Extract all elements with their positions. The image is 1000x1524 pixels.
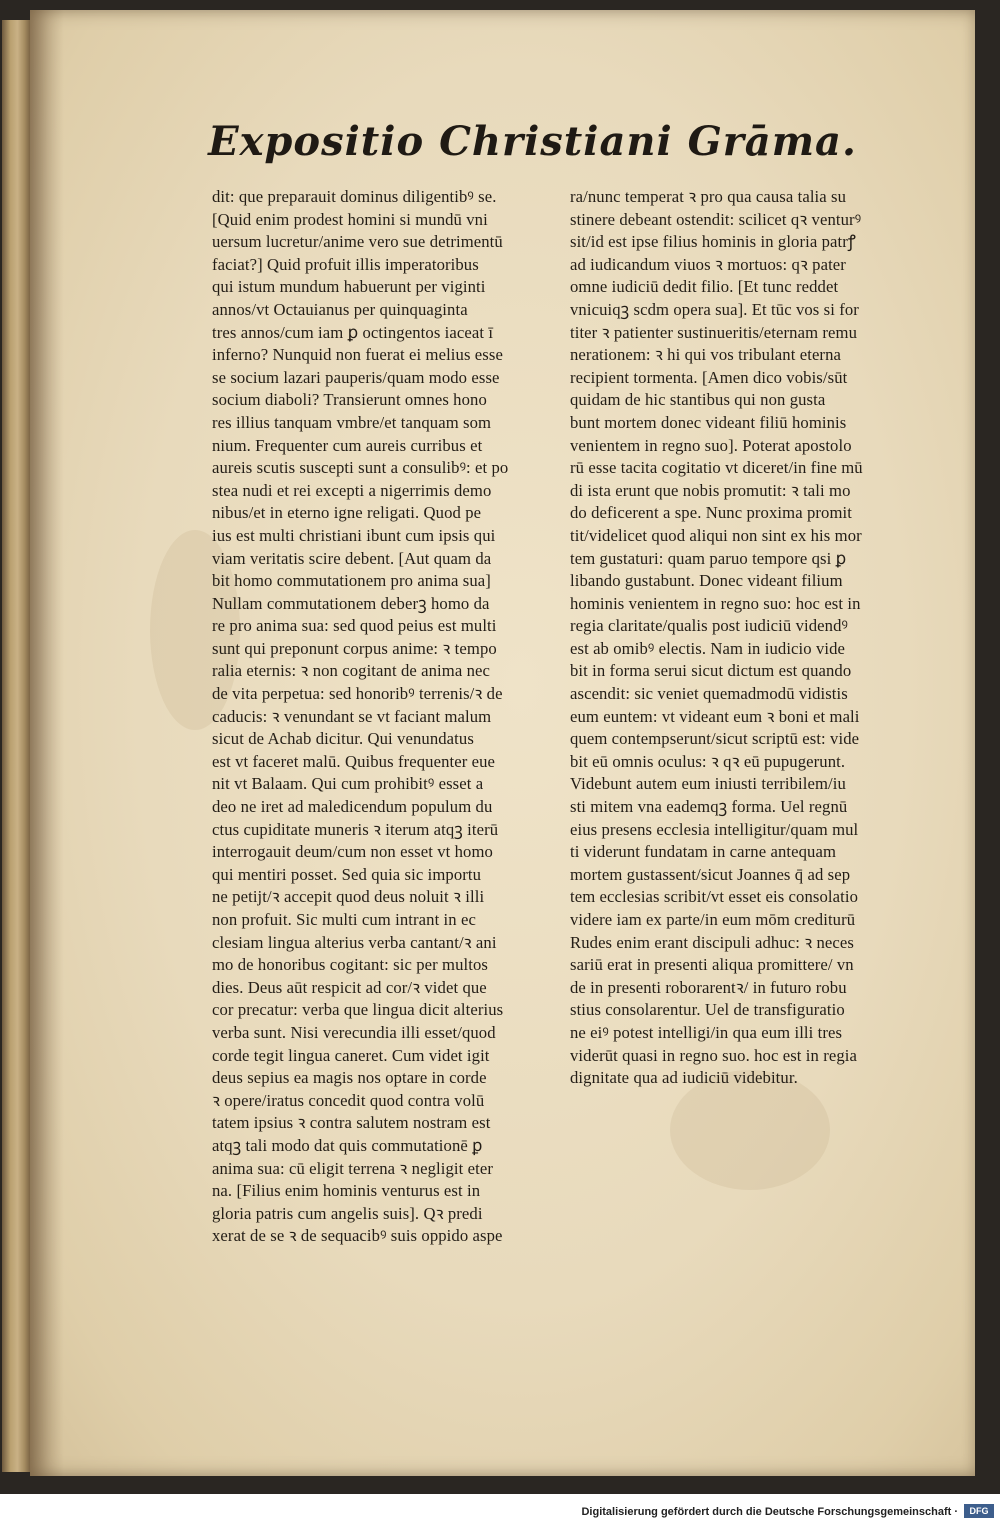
text-line: sariū erat in presenti aliqua promittere/ vn	[570, 955, 854, 975]
text-line: socium diaboli? Transierunt omnes hono	[212, 390, 487, 410]
text-line: viam veritatis scire debent. [Aut quam da	[212, 548, 492, 568]
text-line: de in presenti roborarentꝛ/ in futuro robu	[570, 977, 847, 997]
text-line: ra/nunc temperat ꝛ pro qua causa talia su	[570, 187, 847, 206]
text-line: deo ne iret ad maledicendum populum du	[212, 797, 493, 817]
text-line: caducis: ꝛ venundant se vt faciant malum	[212, 706, 492, 726]
text-line: bit homo commutationem pro anima sua]	[212, 571, 491, 591]
text-line: videre iam ex parte/in eum mōm crediturū	[570, 910, 856, 929]
text-line: sicut de Achab dicitur. Qui venundatus	[212, 729, 474, 749]
text-line: viderūt quasi in regno suo. hoc est in regia	[570, 1045, 858, 1065]
text-line: [Quid enim prodest homini si mundū vni	[212, 209, 488, 229]
text-line: ne petijt/ꝛ accepit quod deus noluit ꝛ illi	[212, 887, 485, 907]
text-line: Nullam commutationem deberꝫ homo da	[212, 593, 490, 613]
text-line: sit/id est ipse filius hominis in gloria patrꝭ	[570, 232, 856, 252]
text-line: re pro anima sua: sed quod peius est multi	[212, 616, 497, 636]
text-line: faciat?] Quid profuit illis imperatoribus	[212, 254, 479, 274]
text-line: ascendit: sic veniet quemadmodū vidistis	[570, 684, 848, 704]
text-line: ius est multi christiani ibunt cum ipsis qui	[212, 525, 496, 545]
text-line: tem gustaturi: quam paruo tempore qsi ꝑ	[570, 548, 847, 568]
text-line: hominis venientem in regno suo: hoc est in	[570, 593, 861, 613]
text-line: se socium lazari pauperis/quam modo esse	[212, 367, 500, 387]
text-line: regia claritate/qualis post iudiciū videndꝰ	[570, 616, 848, 636]
text-column-left	[212, 186, 565, 1248]
text-column-right	[570, 186, 923, 1090]
text-line: libando gustabunt. Donec videant filium	[570, 571, 843, 591]
text-line: cor precatur: verba que lingua dicit alterius	[212, 1000, 504, 1020]
text-line: stea nudi et rei excepti a nigerrimis demo	[212, 480, 492, 500]
text-line: nit vt Balaam. Qui cum prohibitꝰ esset a	[212, 774, 484, 794]
text-line: xerat de se ꝛ de sequacibꝰ suis oppido aspe	[212, 1226, 503, 1246]
text-line: Rudes enim erant discipuli adhuc: ꝛ neces	[570, 932, 854, 952]
text-line: titer ꝛ patienter sustinueritis/eternam remu	[570, 322, 858, 342]
text-line: anima sua: cū eligit terrena ꝛ negligit eter	[212, 1158, 493, 1178]
text-line: bit in forma serui sicut dictum est quando	[570, 661, 852, 681]
text-line: est ab omibꝰ electis. Nam in iudicio vide	[570, 638, 846, 658]
text-line: nibus/et in eterno igne religati. Quod pe	[212, 503, 482, 523]
text-line: deus sepius ea magis nos optare in corde	[212, 1068, 487, 1088]
text-line: ti viderunt fundatam in carne antequam	[570, 842, 837, 862]
text-line: aureis scutis suscepti sunt a consulibꝰ: et po	[212, 458, 509, 478]
text-line: dies. Deus aūt respicit ad cor/ꝛ videt que	[212, 977, 487, 997]
text-line: mortem gustassent/sicut Joannes q̄ ad sep	[570, 864, 851, 884]
text-line: nium. Frequenter cum aureis curribus et	[212, 435, 483, 455]
text-line: verba sunt. Nisi verecundia illi esset/quod	[212, 1022, 496, 1042]
text-line: tres annos/cum iam ꝑ octingentos iaceat ī	[212, 322, 494, 342]
text-line: Videbunt autem eum iniusti terribilem/iu	[570, 774, 846, 794]
text-line: venientem in regno suo]. Poterat apostolo	[570, 435, 852, 455]
dfg-logo: DFG	[964, 1504, 994, 1518]
text-line: corde tegit lingua caneret. Cum videt igit	[212, 1045, 490, 1065]
text-line: inferno? Nunquid non fuerat ei melius esse	[212, 345, 503, 365]
text-line: di ista erunt que nobis promutit: ꝛ tali mo	[570, 480, 851, 500]
text-line: eum euntem: vt videant eum ꝛ boni et mali	[570, 706, 860, 726]
text-line: bit eū omnis oculus: ꝛ qꝛ eū pupugerunt.	[570, 751, 846, 771]
text-line: gloria patris cum angelis suis]. Qꝛ predi	[212, 1203, 483, 1223]
text-line: nerationem: ꝛ hi qui vos tribulant eterna	[570, 345, 842, 365]
running-head: Expositio Christiani Grāma.	[208, 118, 857, 165]
text-line: ad iudicandum viuos ꝛ mortuos: qꝛ pater	[570, 254, 846, 274]
text-line: ctus cupiditate muneris ꝛ iterum atqꝫ iterū	[212, 819, 499, 839]
text-line: vnicuiqꝫ scdm opera sua]. Et tūc vos si for	[570, 299, 859, 319]
text-line: qui istum mundum habuerunt per viginti	[212, 277, 486, 297]
text-line: res illius tanquam vmbre/et tanquam som	[212, 412, 492, 432]
footer-credit: Digitalisierung gefördert durch die Deutsche Forschungsgemeinschaft ·	[581, 1506, 958, 1518]
text-line: clesiam lingua alterius verba cantant/ꝛ ani	[212, 932, 497, 952]
text-line: quem contempserunt/sicut scriptū est: vide	[570, 729, 860, 749]
text-line: stinere debeant ostendit: scilicet qꝛ venturꝰ	[570, 209, 862, 229]
text-line: annos/vt Octauianus per quinquaginta	[212, 299, 468, 319]
text-line: sunt qui preponunt corpus anime: ꝛ tempo	[212, 638, 497, 658]
text-line: tem ecclesias scribit/vt esset eis consolatio	[570, 887, 859, 907]
text-line: mo de honoribus cogitant: sic per multos	[212, 955, 489, 975]
page-gutter-shadow	[30, 10, 64, 1476]
text-line: stius consolarentur. Uel de transfiguratio	[570, 1000, 845, 1020]
text-line: dignitate qua ad iudiciū videbitur.	[570, 1068, 798, 1088]
text-line: bunt mortem donec videant filiū hominis	[570, 412, 847, 432]
text-line: recipient tormenta. [Amen dico vobis/sūt	[570, 367, 848, 387]
text-line: sti mitem vna eademqꝫ forma. Uel regnū	[570, 797, 848, 817]
text-line: na. [Filius enim hominis venturus est in	[212, 1181, 481, 1201]
text-line: non profuit. Sic multi cum intrant in ec	[212, 910, 476, 929]
text-line: omne iudiciū dedit filio. [Et tunc reddet	[570, 277, 839, 297]
text-line: dit: que preparauit dominus diligentibꝰ se.	[212, 187, 497, 206]
text-line: quidam de hic stantibus qui non gusta	[570, 390, 826, 410]
text-line: uersum lucretur/anime vero sue detrimentū	[212, 232, 503, 252]
text-line: de vita perpetua: sed honoribꝰ terrenis/ꝛ de	[212, 684, 503, 704]
text-line: interrogauit deum/cum non esset vt homo	[212, 842, 493, 862]
text-line: rū esse tacita cogitatio vt diceret/in fine mū	[570, 458, 863, 478]
text-line: tit/videlicet quod aliqui non sint ex his mor	[570, 525, 862, 545]
text-line: tatem ipsius ꝛ contra salutem nostram est	[212, 1113, 491, 1133]
text-line: est vt faceret malū. Quibus frequenter eue	[212, 751, 496, 771]
text-line: ꝛ opere/iratus concedit quod contra volū	[212, 1090, 485, 1110]
text-line: qui mentiri posset. Sed quia sic importu	[212, 864, 482, 884]
text-line: ne eiꝰ potest intelligi/in qua eum illi tres	[570, 1022, 843, 1042]
text-line: atqꝫ tali modo dat quis commutationē ꝑ	[212, 1135, 483, 1155]
text-line: do deficerent a spe. Nunc proxima promit	[570, 503, 852, 523]
book-page-edges	[2, 20, 30, 1472]
text-line: eius presens ecclesia intelligitur/quam mul	[570, 819, 859, 839]
text-line: ralia eternis: ꝛ non cogitant de anima nec	[212, 661, 491, 681]
